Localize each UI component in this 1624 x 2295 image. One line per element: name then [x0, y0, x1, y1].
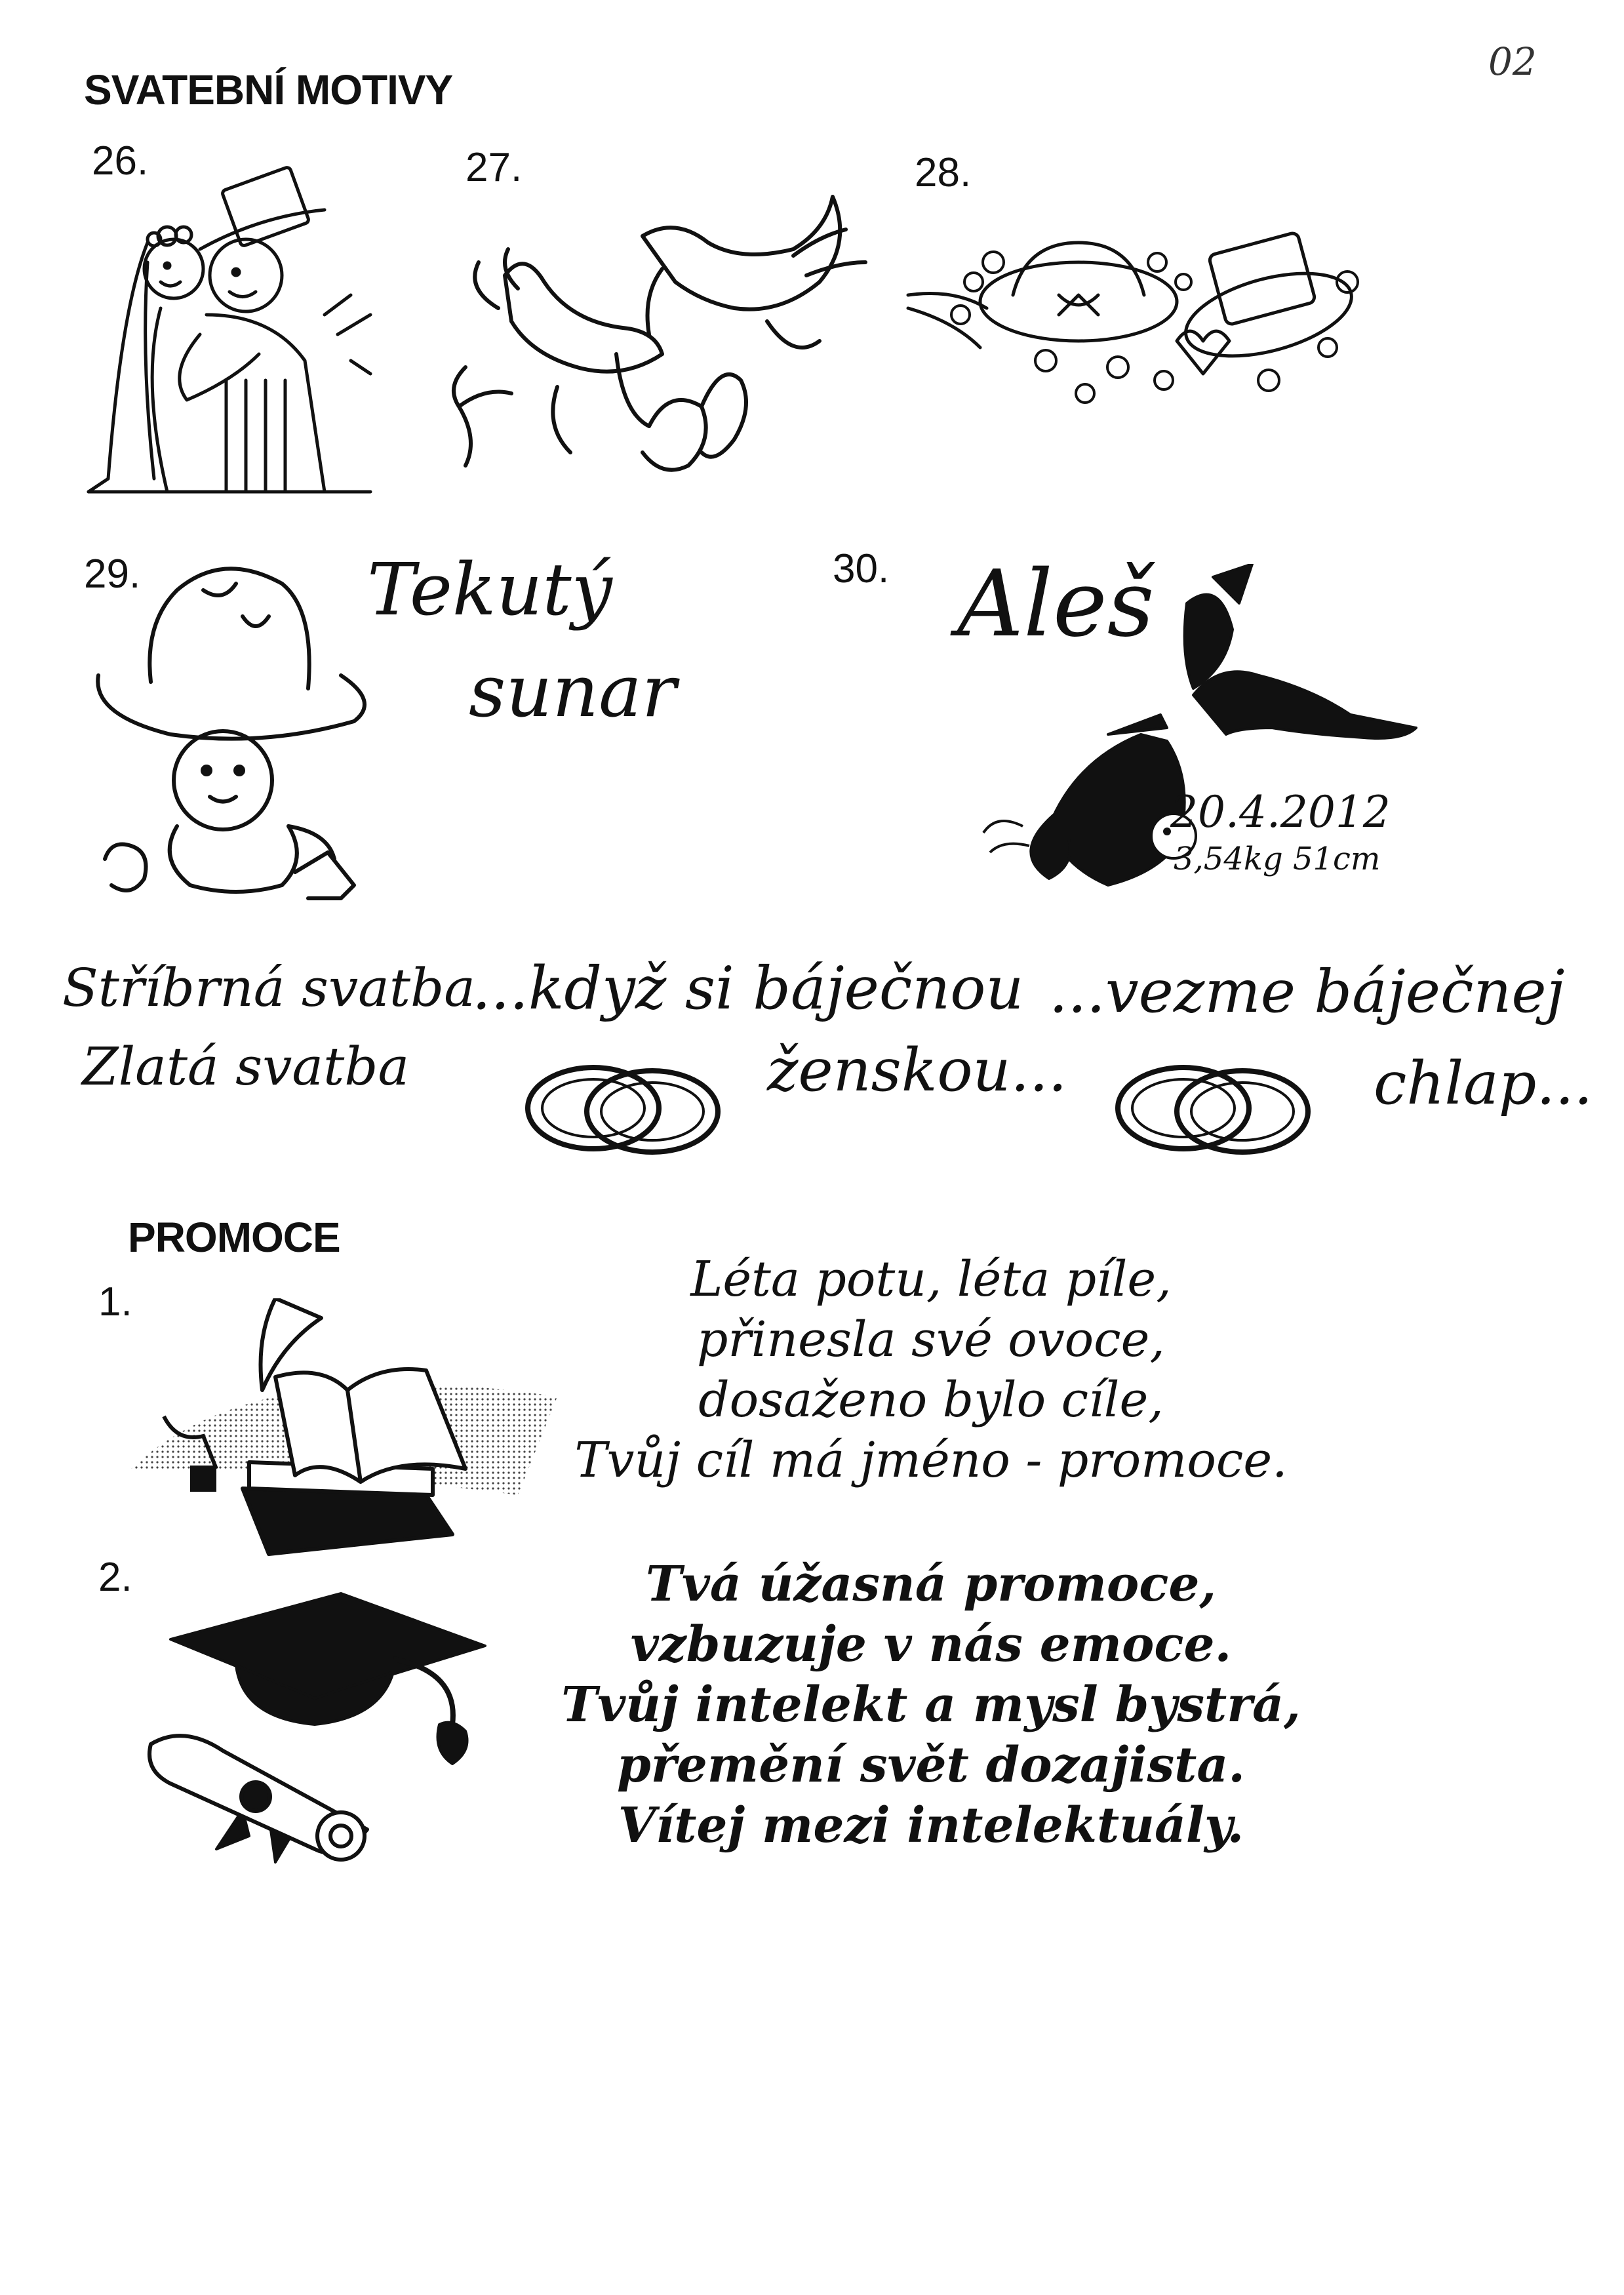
motif-number-29: 29.	[84, 551, 141, 597]
motif-number-27: 27.	[465, 145, 523, 190]
silver-wedding-text: Stříbrná svatba	[62, 957, 475, 1018]
hats-flowers-icon	[901, 216, 1374, 426]
poem-2-line-5: Vítej mezi intelektuály.	[618, 1797, 1244, 1854]
phrase-man-line-2: chlap...	[1374, 1049, 1593, 1118]
phrase-woman-line-1: ...když si báječnou	[472, 954, 1024, 1023]
motif-number-28: 28.	[915, 150, 972, 195]
motif29-line-2: sunar	[469, 649, 677, 733]
poem-1-line-2: přinesla své ovoce,	[697, 1311, 1165, 1368]
poem-2-line-1: Tvá úžasná promoce,	[645, 1556, 1217, 1612]
poem-1	[538, 1249, 1324, 1490]
page-number: 02	[1488, 39, 1537, 84]
graduation-cap-icon	[144, 1587, 511, 1875]
graduation-number-2: 2.	[98, 1555, 132, 1600]
bride-groom-icon	[62, 164, 390, 505]
poem-2-line-4: přemění svět dozajista.	[616, 1737, 1246, 1793]
rings-icon	[1111, 1049, 1315, 1161]
baby-hat-icon	[92, 544, 380, 911]
poem-2	[538, 1554, 1324, 1856]
motif30-name: Aleš	[957, 551, 1155, 658]
poem-1-line-3: dosaženo bylo cíle,	[698, 1372, 1164, 1428]
section-heading-wedding: SVATEBNÍ MOTIVY	[84, 66, 453, 113]
phrase-woman-line-2: ženskou...	[767, 1036, 1067, 1105]
phrase-man-line-1: ...vezme báječnej	[1049, 957, 1565, 1026]
graduation-number-1: 1.	[98, 1279, 132, 1325]
motif29-line-1: Tekutý	[367, 548, 612, 631]
section-heading-graduation: PROMOCE	[128, 1214, 340, 1261]
doves-icon	[426, 190, 879, 492]
poem-2-line-3: Tvůj intelekt a mysl bystrá,	[561, 1677, 1301, 1733]
motif-number-26: 26.	[92, 138, 149, 184]
motif30-stats: 3,54kg 51cm	[1174, 841, 1381, 877]
poem-2-line-2: vzbuzuje v nás emoce.	[630, 1616, 1232, 1673]
motif-number-30: 30.	[833, 546, 890, 591]
rings-icon	[521, 1049, 724, 1161]
golden-wedding-text: Zlatá svatba	[82, 1036, 410, 1097]
poem-1-line-4: Tvůj cíl má jméno - promoce.	[574, 1432, 1288, 1488]
motif30-date: 20.4.2012	[1170, 787, 1391, 837]
poem-1-line-1: Léta potu, léta píle,	[690, 1251, 1172, 1307]
books-quill-icon	[125, 1298, 557, 1574]
